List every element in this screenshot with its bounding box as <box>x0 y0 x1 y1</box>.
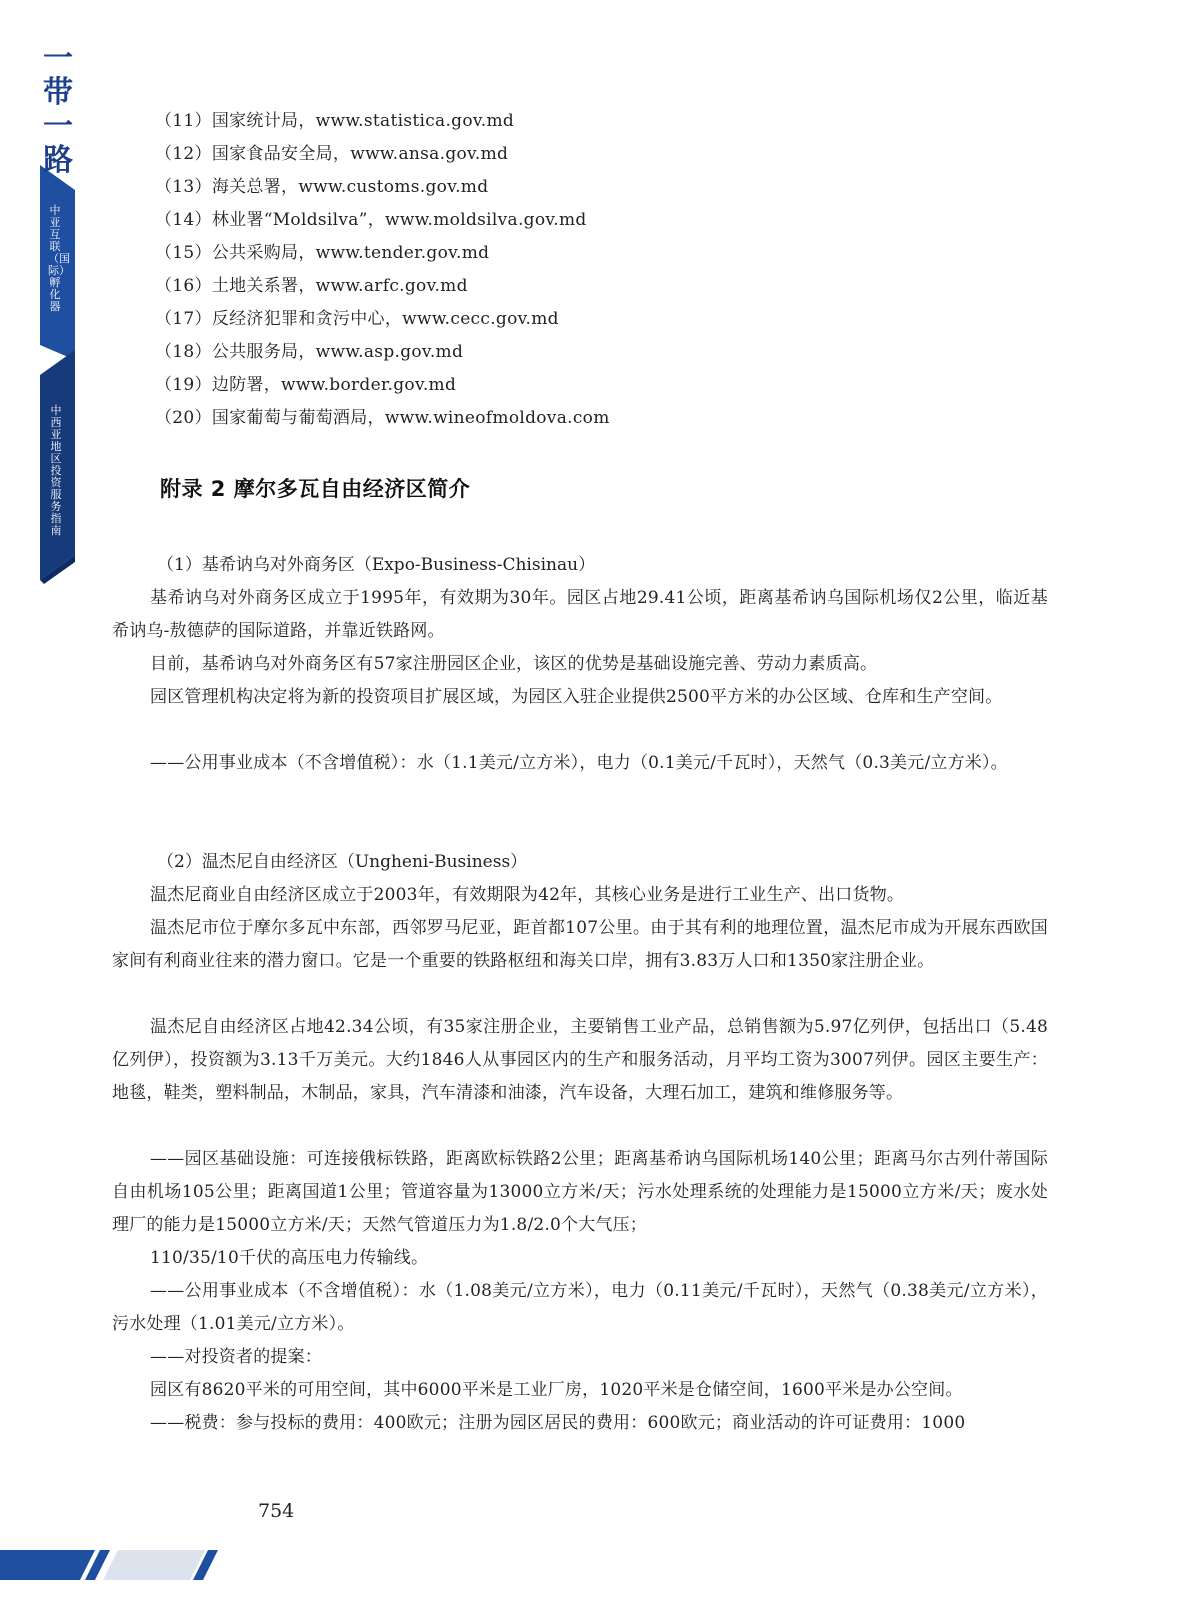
series-name: 中亚互联（国际）孵化器 <box>48 204 70 313</box>
list-item: （16）土地关系署，www.arfc.gov.md <box>155 276 468 296</box>
list-item: （17）反经济犯罪和贪污中心，www.cecc.gov.md <box>155 309 559 329</box>
zone1-paragraph-1: 基希讷乌对外商务区成立于1995年，有效期为30年。园区占地29.41公顷，距离基希讷乌国际机场仅2公里，临近基希讷乌-敖德萨的国际道路，并靠近铁路网。 <box>112 588 1048 641</box>
zone1-paragraph-4: ——公用事业成本（不含增值税）：水（1.1美元/立方米），电力（0.1美元/千瓦时），天然气（0.3美元/立方米）。 <box>150 753 1008 773</box>
list-item: （13）海关总署，www.customs.gov.md <box>155 177 489 197</box>
appendix-heading: 附录 2 摩尔多瓦自由经济区简介 <box>160 477 471 501</box>
zone2-paragraph-3: 温杰尼自由经济区占地42.34公顷，有35家注册企业，主要销售工业产品，总销售额为5.97亿列伊，包括出口（5.48亿列伊），投资额为3.13千万美元。大约1846人从事园区内的生产和服务活动，月平均工资为3007列伊。园区主要生产：地毯，鞋类，塑料制品，木制品，家具，汽车清漆和油漆，汽车设备，大理石加工，建筑和维修服务等。 <box>112 1017 1048 1103</box>
footer-stripes-graphic <box>0 1525 230 1600</box>
list-item: （15）公共采购局，www.tender.gov.md <box>155 243 490 263</box>
list-item: （19）边防署，www.border.gov.md <box>155 375 457 395</box>
zone2-paragraph-2: 温杰尼市位于摩尔多瓦中东部，西邻罗马尼亚，距首都107公里。由于其有利的地理位置，温杰尼市成为开展东西欧国家间有利商业往来的潜力窗口。它是一个重要的铁路枢纽和海关口岸，拥有3.83万人口和1350家注册企业。 <box>112 918 1048 971</box>
zone2-paragraph-1: 温杰尼商业自由经济区成立于2003年，有效期限为42年，其核心业务是进行工业生产、出口货物。 <box>150 885 905 905</box>
page-number: 754 <box>258 1500 295 1522</box>
list-item: （14）林业署“Moldsilva”，www.moldsilva.gov.md <box>155 210 587 230</box>
list-item: （18）公共服务局，www.asp.gov.md <box>155 342 464 362</box>
zone2-paragraph-8: 园区有8620平米的可用空间，其中6000平米是工业厂房，1020平米是仓储空间，1600平米是办公空间。 <box>150 1380 963 1400</box>
zone2-title: （2）温杰尼自由经济区（Ungheni-Business） <box>157 852 528 872</box>
side-band <box>0 0 90 600</box>
zone1-paragraph-2: 目前，基希讷乌对外商务区有57家注册园区企业，该区的优势是基础设施完善、劳动力素质高。 <box>150 654 878 674</box>
zone2-paragraph-6: ——公用事业成本（不含增值税）：水（1.08美元/立方米），电力（0.11美元/千瓦时），天然气（0.38美元/立方米），污水处理（1.01美元/立方米）。 <box>112 1281 1048 1334</box>
zone1-title: （1）基希讷乌对外商务区（Expo-Business-Chisinau） <box>157 555 596 575</box>
book-name: 中西亚地区投资服务指南 <box>50 404 62 537</box>
zone2-paragraph-7: ——对投资者的提案： <box>150 1347 322 1367</box>
zone2-paragraph-9: ——税费：参与投标的费用：400欧元；注册为园区居民的费用：600欧元；商业活动的许可证费用：1000 <box>150 1413 966 1433</box>
list-item: （12）国家食品安全局，www.ansa.gov.md <box>155 144 509 164</box>
list-item: （11）国家统计局，www.statistica.gov.md <box>155 111 515 131</box>
zone2-paragraph-4: ——园区基础设施：可连接俄标铁路，距离欧标铁路2公里；距离基希讷乌国际机场140公里；距离马尔古列什蒂国际自由机场105公里；距离国道1公里；管道容量为13000立方米/天；污水处理系统的处理能力是15000立方米/天；废水处理厂的能力是15000立方米/天；天然气管道压力为1.8/2.0个大气压； <box>112 1149 1048 1235</box>
list-item: （20）国家葡萄与葡萄酒局，www.wineofmoldova.com <box>155 408 610 428</box>
zone1-paragraph-3: 园区管理机构决定将为新的投资项目扩展区域，为园区入驻企业提供2500平方米的办公区域、仓库和生产空间。 <box>150 687 1003 707</box>
zone2-paragraph-5: 110/35/10千伏的高压电力传输线。 <box>150 1248 429 1268</box>
footer-stripes <box>0 1525 230 1600</box>
agency-link-list <box>155 105 610 435</box>
brand-logo: 一带一路 <box>43 41 73 178</box>
